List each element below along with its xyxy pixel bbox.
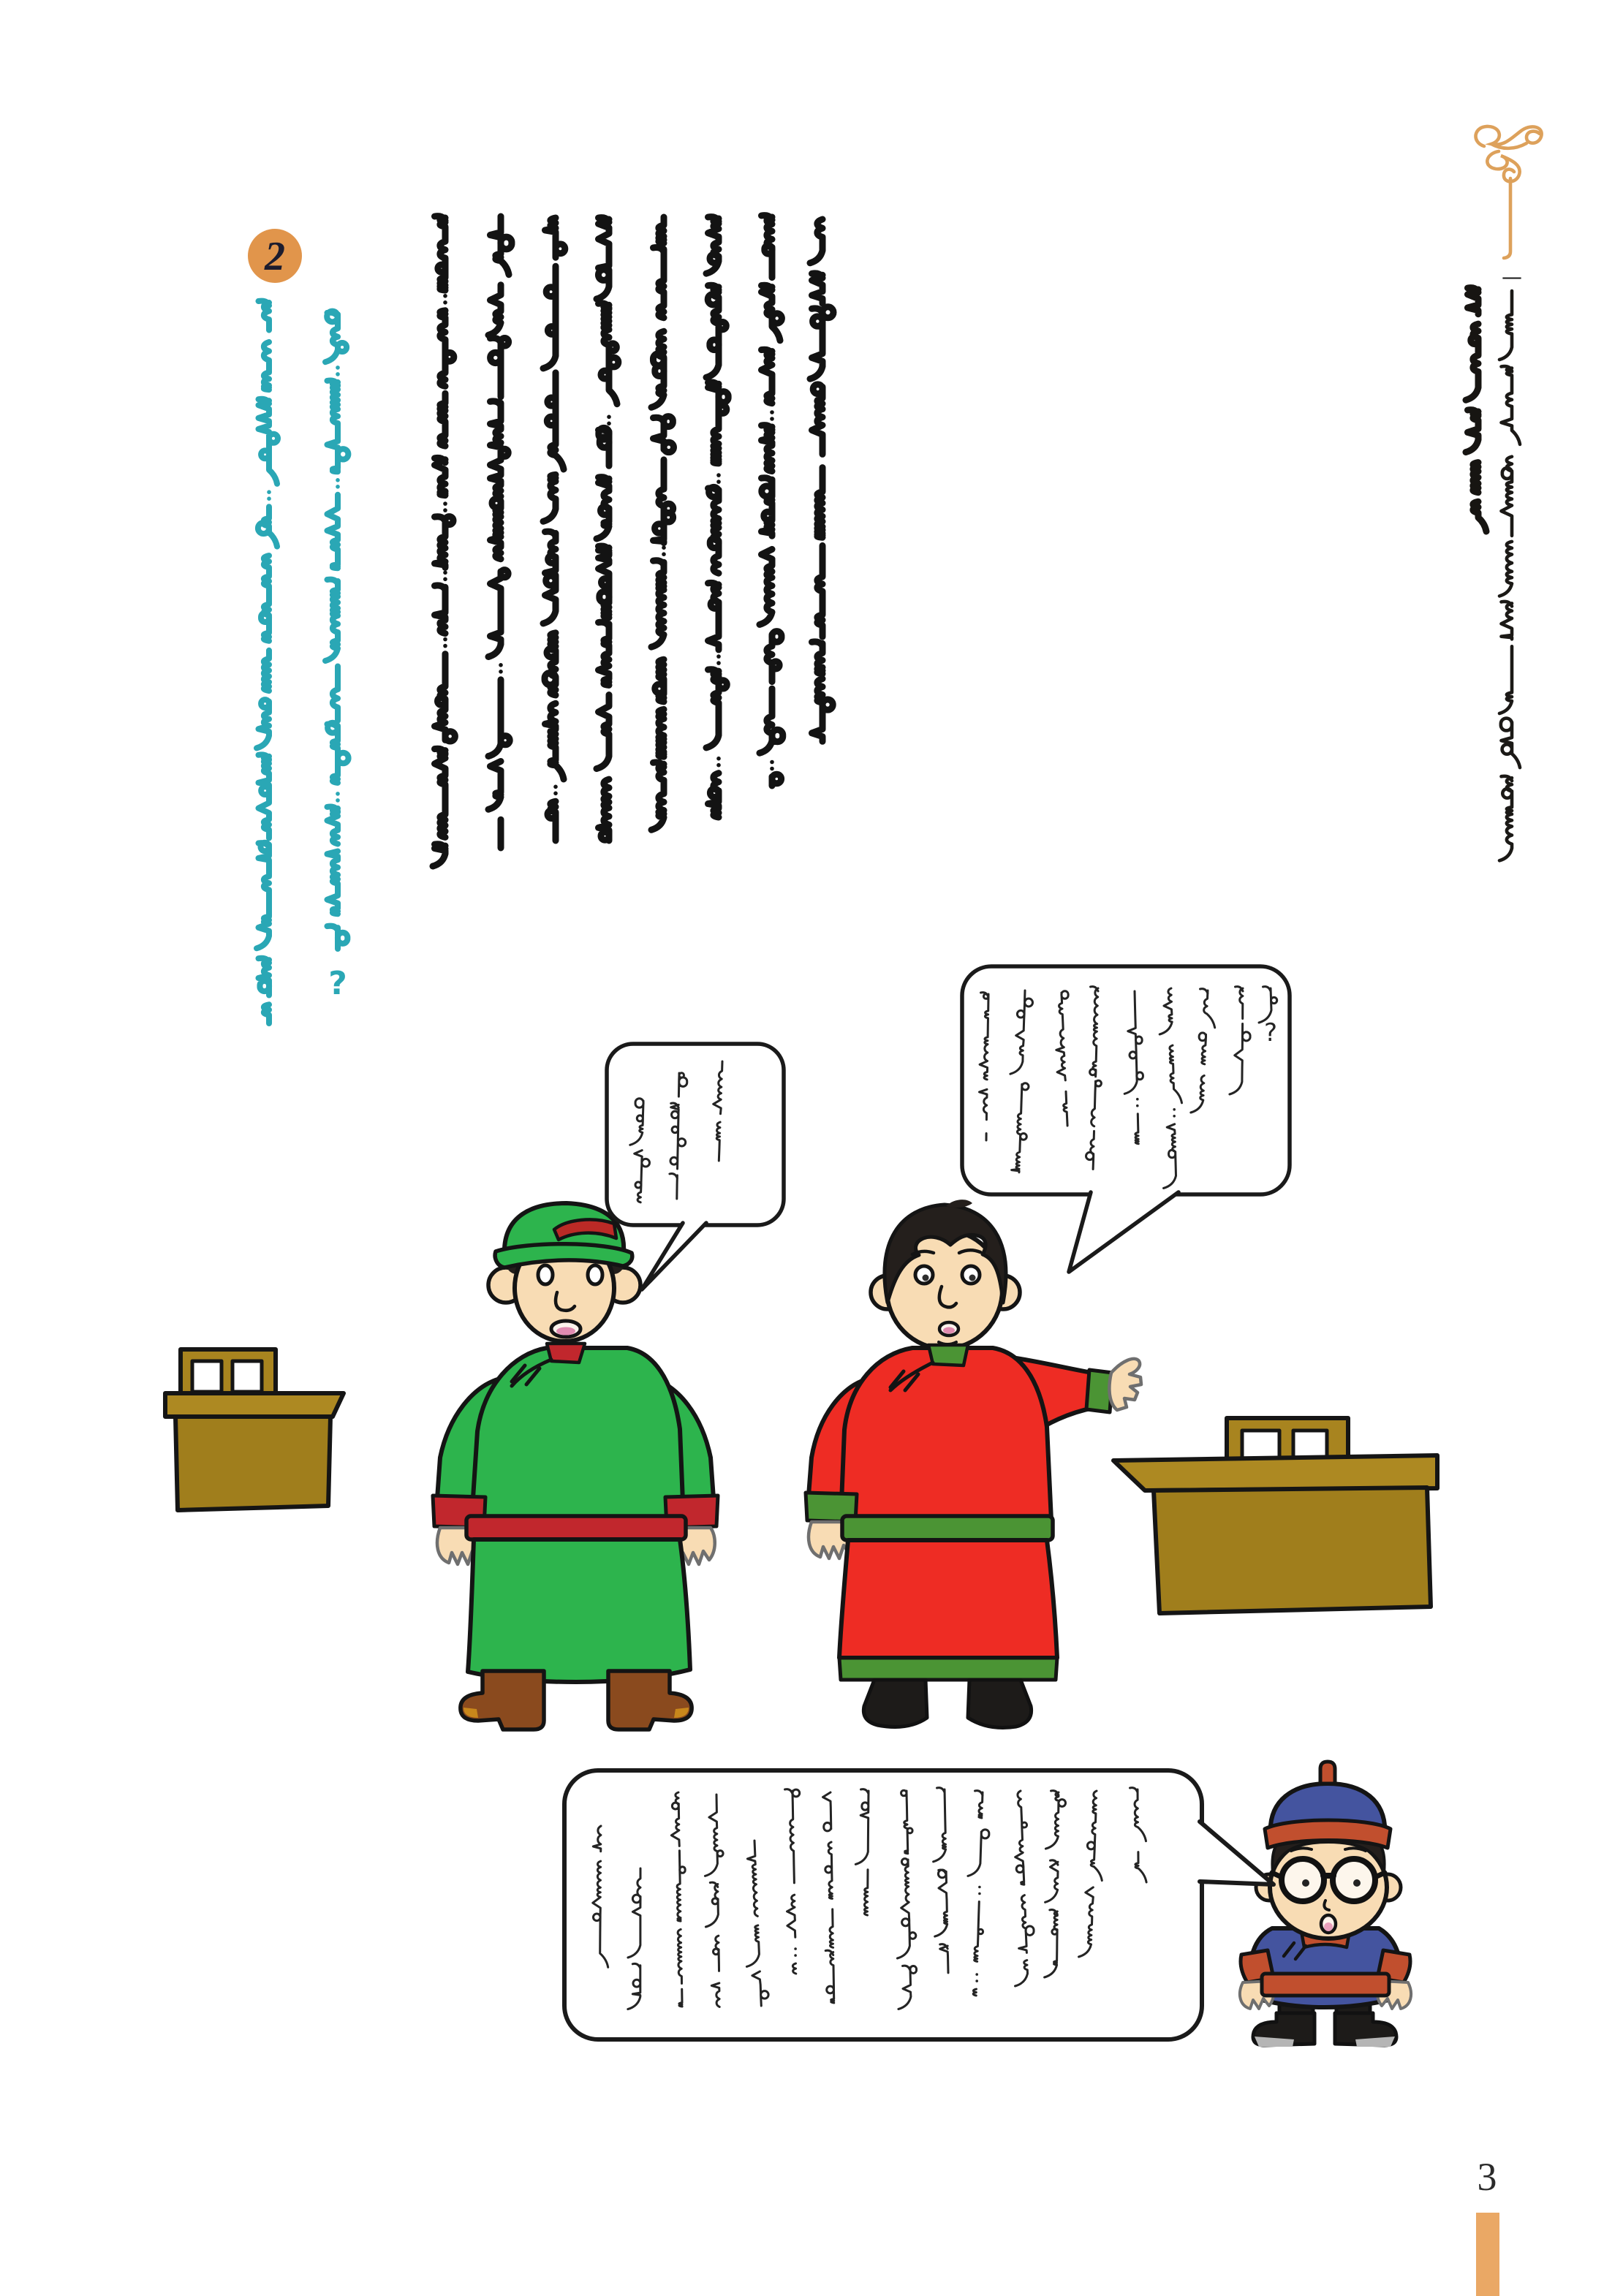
ornament-flourish-icon [1476,126,1542,258]
script-dot [336,798,340,803]
script-column [543,218,565,841]
script-column [325,311,349,949]
script-dot [716,473,721,477]
script-dot [499,663,503,667]
script-dot [443,644,447,648]
script-dot [336,365,340,370]
script-column [1466,288,1486,531]
script-dot [794,1947,797,1950]
script-dot [1173,1108,1176,1111]
green-eye [538,1265,553,1284]
red-torso [841,1348,1051,1520]
green-torso [472,1348,684,1520]
activity-question-script [257,301,349,1023]
red-pupil [923,1275,929,1281]
left-desk-window [232,1361,262,1392]
unit-subtitle-script [1499,291,1520,860]
script-dot [443,508,447,512]
script-dot [975,1979,978,1982]
script-dot [662,552,666,556]
red-skirt [839,1540,1057,1658]
script-dot [716,763,721,768]
blue-glasses-lens [1333,1859,1375,1901]
red-character [806,1200,1141,1727]
activity-question-text [257,301,349,1023]
green-right-boot [608,1671,692,1729]
script-dot [794,1954,797,1957]
script-dot [443,300,447,305]
speech-bubble-bottom [564,1770,1274,2039]
red-hair-tuft [946,1200,972,1208]
green-eye [588,1265,602,1284]
speech-bubble-bottom-frame [564,1770,1202,2039]
script-column [433,216,455,866]
lesson-paragraph-script [433,216,833,866]
script-dot [336,478,340,482]
script-dot [336,792,340,796]
script-dot [770,767,774,771]
left-desk [165,1349,344,1510]
left-desk-top [165,1393,344,1417]
activity-badge [248,229,302,283]
script-dot [443,637,447,642]
blue-pupil [1302,1879,1309,1887]
speech-bubble-bottom-tail [1200,1822,1274,1884]
script-dot [607,422,611,426]
page-edge-bar [1476,2213,1499,2296]
script-dot [716,480,721,484]
script-dot [443,577,447,582]
header-dash: — [1502,265,1522,289]
blue-tongue [1324,1922,1333,1931]
blue-belt-red [1262,1974,1389,1996]
script-dot [716,757,721,761]
red-belt-green [842,1516,1053,1540]
script-dot [443,294,447,298]
script-dot [716,654,721,659]
script-dot [770,760,774,765]
left-desk-window [192,1361,222,1392]
blue-glasses-lens [1282,1859,1324,1901]
blue-hat-knob [1320,1762,1335,1784]
page-number: 3 [1477,2155,1497,2199]
script-dot [336,485,340,489]
blue-character [1240,1762,1411,2047]
speech-bubble-left-frame [607,1044,784,1225]
activity-question-mark: ? [328,965,347,1002]
red-left-boot [863,1680,927,1727]
script-column [760,216,783,786]
red-tongue [943,1327,955,1334]
green-skirt [468,1539,690,1682]
red-hem-green [839,1658,1057,1680]
script-column [488,216,512,848]
script-dot [975,1973,978,1976]
script-dot [607,415,611,420]
unit-title-script [1466,288,1486,531]
script-column [1499,291,1520,860]
red-right-boot [968,1680,1032,1728]
green-belt [466,1516,686,1539]
unit-header-text [1466,265,1522,860]
green-character [433,1203,718,1729]
script-dot [443,571,447,575]
script-column [597,218,618,841]
right-desk-top [1113,1455,1437,1490]
speech-bubble-left-tail [642,1223,706,1289]
script-dot [978,1886,981,1889]
script-dot [662,545,666,550]
left-desk-body [175,1417,330,1510]
script-dot [770,417,774,421]
blue-pupil [1353,1879,1361,1887]
classroom-illustration [165,966,1437,2047]
script-dot [1173,1115,1176,1118]
red-pupil [969,1275,976,1281]
script-column [810,219,833,741]
script-dot [499,670,503,674]
script-column [257,301,278,1023]
script-dot [978,1893,981,1895]
script-dot [553,785,558,789]
ornament-knot [1476,126,1542,181]
script-dot [1136,1098,1139,1101]
script-dot [1136,1105,1139,1107]
speech-bubble-right-question-mark: ? [1263,1018,1278,1047]
script-column [706,217,728,817]
script-dot [443,501,447,506]
ornament-stem [1504,178,1510,258]
script-dot [770,410,774,414]
script-dot [267,490,271,494]
script-dot [716,661,721,665]
script-dot [553,792,558,796]
right-desk-body [1154,1488,1431,1613]
green-left-boot [461,1671,544,1729]
script-dot [267,496,271,501]
script-column [651,217,674,830]
right-desk [1113,1418,1437,1613]
green-tongue [556,1327,575,1335]
red-pointing-hand [1109,1359,1141,1410]
script-dot [336,372,340,376]
speech-bubble-right-tail [1069,1192,1179,1272]
activity-badge-number: 2 [265,234,285,279]
speech-bubble-right [962,966,1290,1272]
